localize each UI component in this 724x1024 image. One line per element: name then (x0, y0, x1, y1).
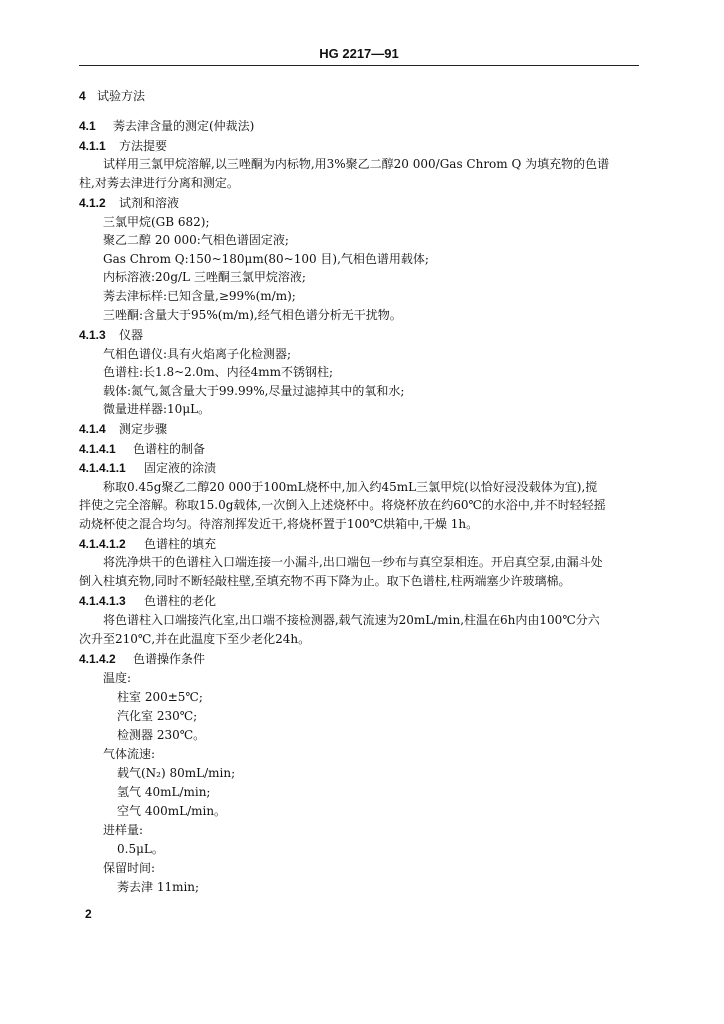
section-heading (79, 441, 205, 457)
section-heading (79, 118, 254, 134)
line-text: 载体:氮气,氮含量大于99.99%,尽量过滤掉其中的氧和水; (103, 384, 405, 398)
body-line (103, 232, 289, 248)
body-line (103, 156, 609, 172)
line-text: 汽化室 230℃; (117, 709, 198, 723)
line-text: 微量进样器:10μL。 (103, 402, 211, 416)
body-line (103, 401, 210, 417)
line-text: 莠去津 11min; (117, 880, 200, 894)
line-text: 固定液的涂渍 (144, 461, 217, 475)
line-text: 检测器 230℃。 (117, 728, 206, 742)
line-text: 三氯甲烷(GB 682); (103, 215, 210, 229)
body-line (103, 251, 429, 267)
line-text: 色谱柱:长1.8~2.0m、内径4mm不锈钢柱; (103, 365, 334, 379)
body-line (103, 479, 597, 495)
section-heading (79, 593, 216, 609)
body-line (103, 307, 402, 323)
section-number: 4.1.3 (79, 328, 106, 342)
line-text: 色谱柱的填充 (144, 537, 217, 551)
line-text: 氢气 40mL/min; (117, 785, 211, 799)
body-line (117, 841, 164, 857)
header-rule (79, 65, 639, 66)
section-number: 4.1.4 (79, 422, 106, 436)
line-text: 仪器 (119, 328, 144, 342)
body-line (79, 497, 606, 513)
section-number: 4.1.4.2 (79, 652, 116, 666)
line-text: 进样量: (103, 823, 144, 837)
line-text: 柱室 200±5℃; (117, 690, 203, 704)
body-line (103, 364, 333, 380)
section-number: 4.1.4.1 (79, 442, 116, 456)
line-text: 次升至210℃,并在此温度下至少老化24h。 (79, 632, 311, 646)
line-text: 拌使之完全溶解。称取15.0g载体,一次倒入上述烧杯中。将烧杯放在约60℃的水浴中,并不时轻轻摇 (79, 498, 606, 512)
body-line (79, 573, 570, 589)
body-line (103, 554, 603, 570)
line-text: 色谱操作条件 (133, 652, 206, 666)
line-text: 气相色谱仪:具有火焰离子化检测器; (103, 347, 292, 361)
body-line (117, 784, 210, 800)
body-line (79, 631, 310, 647)
body-line (103, 860, 155, 876)
section-heading (79, 651, 205, 667)
section-heading (79, 195, 179, 211)
line-text: 试样用三氯甲烷溶解,以三唑酮为内标物,用3%聚乙二醇20 000/Gas Chrom Q 为填充物的色谱 (103, 157, 610, 171)
body-line (103, 612, 600, 628)
line-text: Gas Chrom Q:150~180μm(80~100 目),气相色谱用载体; (103, 252, 429, 266)
body-line (103, 288, 296, 304)
body-line (103, 214, 210, 230)
section-heading (79, 88, 145, 104)
section-heading (79, 327, 143, 343)
section-number: 4.1.1 (79, 139, 106, 153)
body-line (117, 727, 205, 743)
body-line (117, 689, 203, 705)
line-text: 倒入柱填充物,同时不断轻敲柱壁,至填充物不再下降为止。取下色谱柱,柱两端塞少许玻璃棉。 (79, 574, 571, 588)
body-line (117, 803, 226, 819)
line-text: 将洗净烘干的色谱柱入口端连接一小漏斗,出口端包一纱布与真空泵相连。开启真空泵,由漏斗处 (103, 555, 603, 569)
line-text: 保留时间: (103, 861, 156, 875)
section-number: 4.1.2 (79, 196, 106, 210)
line-text: 动烧杯使之混合均匀。待溶剂挥发近干,将烧杯置于100℃烘箱中,干燥 1h。 (79, 517, 479, 531)
section-number: 4.1.4.1.2 (79, 537, 126, 551)
line-text: 莠去津含量的测定(仲裁法) (113, 119, 255, 133)
line-text: 试剂和溶液 (119, 196, 180, 210)
line-text: 0.5μL。 (117, 842, 164, 856)
line-text: 温度: (103, 671, 132, 685)
body-line (79, 175, 239, 191)
body-line (117, 879, 199, 895)
body-line (79, 516, 478, 532)
line-text: 聚乙二醇 20 000:气相色谱固定液; (103, 233, 289, 247)
line-text: 空气 400mL/min。 (117, 804, 227, 818)
line-text: 内标溶液:20g/L 三唑酮三氯甲烷溶液; (103, 270, 306, 284)
body-line (103, 383, 404, 399)
line-text: 称取0.45g聚乙二醇20 000于100mL烧杯中,加入约45mL三氯甲烷(以恰好浸没载体为宜),搅 (103, 480, 598, 494)
body-line (103, 822, 143, 838)
line-text: 气体流速: (103, 747, 156, 761)
page-number: 2 (85, 907, 92, 921)
section-heading (79, 138, 167, 154)
section-number: 4.1 (79, 119, 96, 133)
body-line (117, 765, 235, 781)
line-text: 方法提要 (119, 139, 168, 153)
line-text: 三唑酮:含量大于95%(m/m),经气相色谱分析无干扰物。 (103, 308, 402, 322)
section-heading (79, 536, 216, 552)
line-text: 柱,对莠去津进行分离和测定。 (79, 176, 239, 190)
section-number: 4.1.4.1.1 (79, 461, 126, 475)
line-text: 试验方法 (97, 89, 146, 103)
line-text: 将色谱柱入口端接汽化室,出口端不接检测器,载气流速为20mL/min,柱温在6h内由100℃分六 (103, 613, 600, 627)
section-number: 4.1.4.1.3 (79, 594, 126, 608)
section-heading (79, 421, 167, 437)
line-text: 色谱柱的制备 (133, 442, 206, 456)
line-text: 色谱柱的老化 (144, 594, 217, 608)
line-text: 莠去津标样:已知含量,≥99%(m/m); (103, 289, 296, 303)
body-line (103, 670, 131, 686)
body-line (103, 346, 291, 362)
section-heading (79, 460, 216, 476)
body-line (103, 269, 306, 285)
body-line (103, 746, 155, 762)
section-number: 4 (79, 89, 86, 103)
line-text: 测定步骤 (119, 422, 168, 436)
line-text: 载气(N₂) 80mL/min; (117, 766, 236, 780)
body-line (117, 708, 197, 724)
page-header: HG 2217—91 (319, 46, 399, 61)
